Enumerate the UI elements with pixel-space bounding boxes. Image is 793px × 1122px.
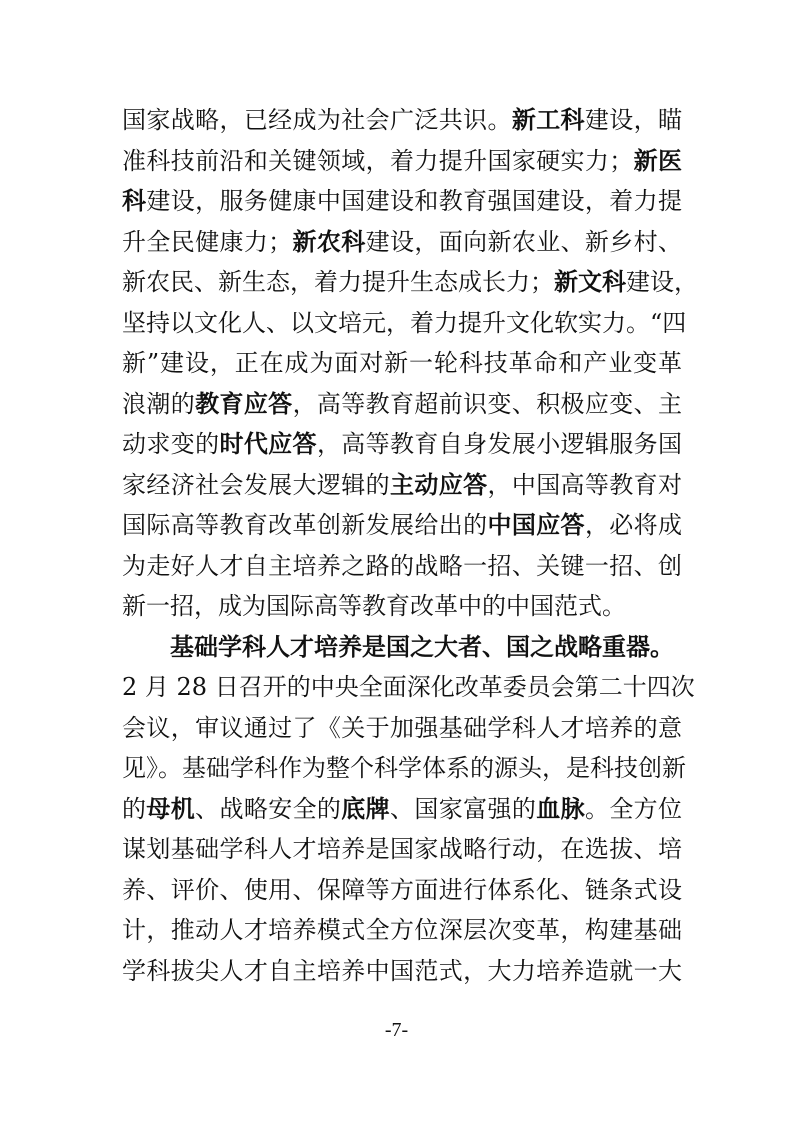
bold-phrase: 时代应答 [219, 430, 317, 458]
bold-phrase: 新农科 [292, 227, 366, 256]
bold-phrase: 主动应答 [390, 470, 488, 499]
text-line [122, 424, 682, 464]
text-line [122, 141, 682, 181]
text-run: 家经济社会发展大逻辑的 [122, 470, 390, 499]
bold-phrase: 母机 [146, 794, 196, 823]
bold-phrase: 血脉 [536, 794, 585, 823]
text-line [122, 181, 682, 221]
text-run: 、国家富强的 [390, 794, 537, 823]
text-line [122, 465, 682, 505]
text-run: 计，推动人才培养模式全方位深层次变革，构建基础 [122, 916, 682, 944]
text-run: 的 [122, 794, 147, 823]
text-run: 谋划基础学科人才培养是国家战略行动，在选拔、培 [122, 835, 682, 863]
bold-phrase: 科 [122, 187, 147, 215]
text-run: 建设，瞄 [584, 106, 683, 134]
text-run: 2 月 28 日召开的中央全面深化改革委员会第二十四次 [122, 673, 695, 701]
section-heading [170, 627, 682, 667]
bold-phrase: 新医 [633, 146, 683, 175]
text-run: 浪潮的 [122, 389, 196, 418]
text-run: 为走好人才自主培养之路的战略一招、关键一招、创 [122, 551, 682, 580]
text-run: ，高等教育自身发展小逻辑服务国 [316, 430, 683, 458]
text-run: 会议，审议通过了《关于加强基础学科人才培养的意 [122, 713, 682, 742]
text-line [122, 100, 682, 140]
text-run: 升全民健康力； [122, 227, 293, 256]
text-run: ，必将成 [584, 511, 683, 539]
bold-phrase: 新文科 [554, 268, 626, 296]
text-line [122, 870, 682, 910]
bold-phrase: 新工科 [511, 106, 585, 134]
text-line [122, 708, 682, 748]
text-run: 。全方位 [584, 794, 683, 823]
bold-phrase: 底牌 [341, 794, 391, 823]
text-run: 建设，面向新农业、新乡村、 [365, 227, 683, 256]
bold-phrase: 教育应答 [195, 389, 293, 418]
text-line [122, 667, 695, 707]
text-line [122, 951, 682, 991]
text-run: 基础学科人才培养是国之大者、国之战略重器。 [170, 631, 674, 661]
text-run: ，高等教育超前识变、积极应变、主 [292, 389, 683, 418]
text-line [122, 546, 682, 586]
text-line [122, 910, 682, 950]
page-number: -7- [384, 1019, 409, 1041]
text-run: 坚持以文化人、以文培元，着力提升文化软实力。“四 [122, 308, 687, 337]
text-run: 新农民、新生态，着力提升生态成长力； [122, 268, 554, 296]
text-run: 养、评价、使用、保障等方面进行体系化、链条式设 [122, 875, 682, 904]
text-run: 新”建设，正在成为面对新一轮科技革命和产业变革 [122, 349, 682, 377]
text-run: 、战略安全的 [195, 794, 342, 823]
text-run: 准科技前沿和关键领域，着力提升国家硬实力； [122, 146, 634, 175]
text-run: 新一招，成为国际高等教育改革中的中国范式。 [122, 592, 626, 620]
text-line [122, 262, 698, 302]
text-line [122, 343, 682, 383]
text-run: ，中国高等教育对 [487, 470, 683, 499]
text-line [122, 586, 682, 626]
text-line [122, 829, 682, 869]
text-line [122, 222, 682, 262]
bold-phrase: 中国应答 [487, 511, 585, 539]
text-run: 学科拔尖人才自主培养中国范式，大力培养造就一大 [122, 956, 682, 985]
text-line [122, 384, 682, 424]
text-line [122, 748, 686, 788]
text-line [122, 505, 682, 545]
text-run: 见》。基础学科作为整个科学体系的源头，是科技创新 [122, 754, 686, 782]
text-run: 建设，服务健康中国建设和教育强国建设，着力提 [146, 187, 683, 215]
text-run: 动求变的 [122, 430, 220, 458]
text-run: 国际高等教育改革创新发展给出的 [122, 511, 488, 539]
text-run: 建设， [626, 268, 698, 296]
text-line [122, 303, 687, 343]
text-line [122, 789, 682, 829]
text-run: 国家战略，已经成为社会广泛共识。 [122, 106, 512, 134]
